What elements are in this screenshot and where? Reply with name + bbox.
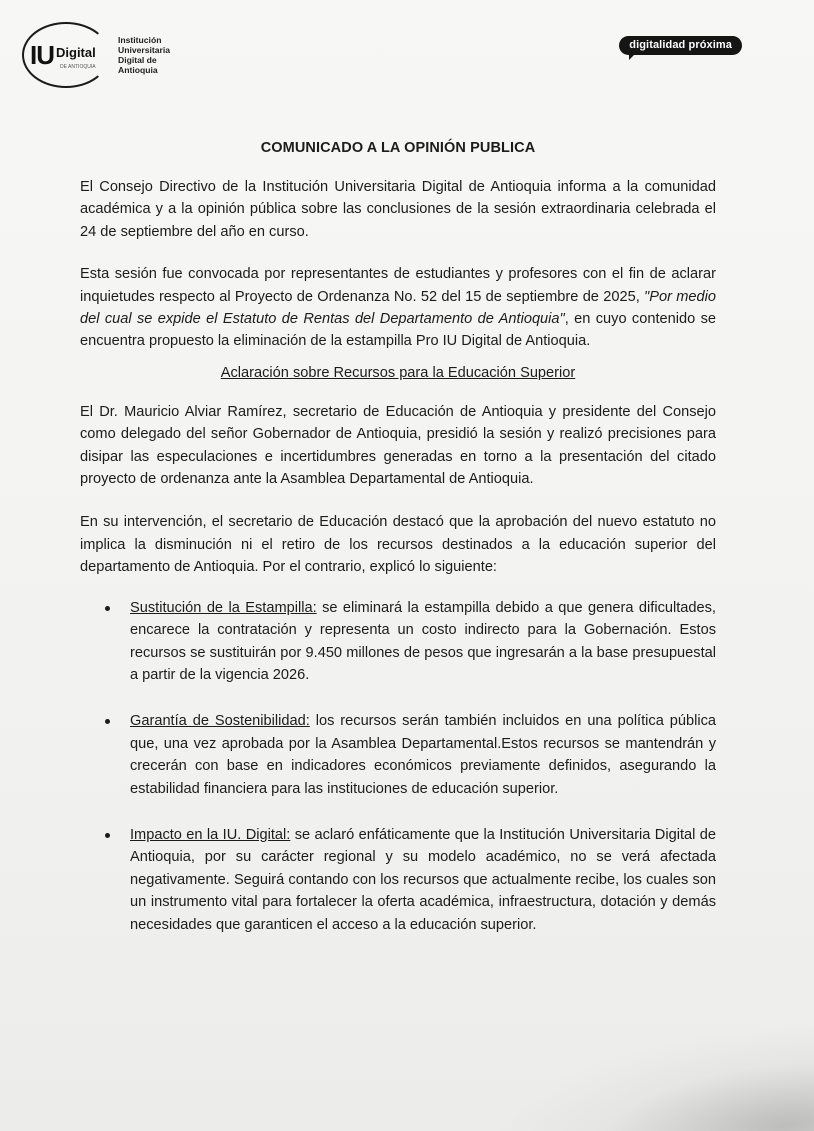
paragraph-session-text-b: , en cuyo contenido se encuentra propuesto la eliminación de la estampilla Pro IU Digital de Antioquia.	[80, 311, 716, 350]
institution-line: Universitaria	[118, 45, 171, 55]
bullet-icon	[105, 833, 110, 838]
paragraph-session	[80, 263, 716, 353]
tagline-badge: digitalidad próxima	[619, 36, 742, 55]
list-item	[80, 824, 716, 936]
list-item-body: los recursos serán también incluidos en una política pública que, una vez aprobada por la Asamblea Departamental.Estos recursos se mantendrán y crecerán con base en indicadores económicos previamente definidos, asegurando la estabilidad financiera para las instituciones de educación superior.	[130, 713, 716, 797]
list-item	[80, 710, 716, 800]
list-item-text	[130, 597, 716, 687]
institution-name	[118, 35, 198, 75]
section-subtitle: Aclaración sobre Recursos para la Educación Superior	[220, 364, 576, 381]
list-item-body: se aclaró enfáticamente que la Institución Universitaria Digital de Antioquia, por su carácter regional y su modelo académico, no se verá afectada negativamente. Seguirá contando con los recursos que actualmente recibe, los cuales son un instrumento vital para fortalecer la oferta académica, infraestructura, dotación y demás necesidades que garanticen el acceso a la educación superior.	[130, 826, 716, 933]
list-item-lead: Garantía de Sostenibilidad:	[130, 713, 310, 730]
institution-line: Institución	[118, 35, 162, 45]
list-item-body: se eliminará la estampilla debido a que genera dificultades, encarece la contratación y representa un costo indirecto para la Gobernación. Estos recursos se sustituirán por 9.450 millones de pesos que ingresarán a la base presupuestal a partir de la vigencia 2026.	[130, 599, 716, 683]
logo-emblem	[22, 22, 110, 88]
ordinance-title: "Por medio del cual se expide el Estatuto de Rentas del Departamento de Antioquia"	[80, 288, 716, 328]
institution-line: Digital de	[118, 55, 157, 65]
conclusions-list	[80, 597, 716, 936]
list-item-text	[130, 710, 716, 800]
page-shadow	[489, 1023, 814, 1131]
paragraph-intro: El Consejo Directivo de la Institución Universitaria Digital de Antioquia informa a la comunidad académica y a la opinión pública sobre las conclusiones de la sesión extraordinaria celebrada el 24 de septiembre del año en curso.	[80, 179, 716, 240]
list-item-text	[130, 824, 716, 936]
paragraph-session-text-a: Esta sesión fue convocada por representantes de estudiantes y profesores con el fin de aclarar inquietudes respecto al Proyecto de Ordenanza No. 52 del 15 de septiembre de 2025,	[80, 266, 716, 305]
paragraph-intervention: En su intervención, el secretario de Educación destacó que la aprobación del nuevo estatuto no implica la disminución ni el retiro de los recursos destinados a la educación superior del departamento de Antioquia. Por el contrario, explicó lo siguiente:	[80, 514, 716, 576]
logo-digital-text: Digital	[56, 44, 96, 60]
institution-logo	[22, 22, 198, 88]
logo-iu-text: IU	[30, 39, 54, 70]
list-item-lead: Sustitución de la Estampilla:	[130, 599, 317, 616]
list-item	[80, 597, 716, 687]
bullet-icon	[105, 606, 110, 611]
logo-sub-text: DE ANTIOQUIA	[60, 64, 96, 70]
institution-line: Antioquia	[118, 65, 158, 75]
list-item-lead: Impacto en la IU. Digital:	[130, 826, 291, 843]
document-title: COMUNICADO A LA OPINIÓN PUBLICA	[260, 140, 536, 156]
bullet-icon	[105, 719, 110, 724]
document-body	[80, 134, 716, 960]
paragraph-secretary: El Dr. Mauricio Alviar Ramírez, secretario de Educación de Antioquia y presidente del Consejo como delegado del señor Gobernador de Antioquia, presidió la sesión y realizó precisiones para disipar las especulaciones e incertidumbres generadas en torno a la presentación del citado proyecto de ordenanza ante la Asamblea Departamental de Antioquia.	[80, 403, 716, 488]
